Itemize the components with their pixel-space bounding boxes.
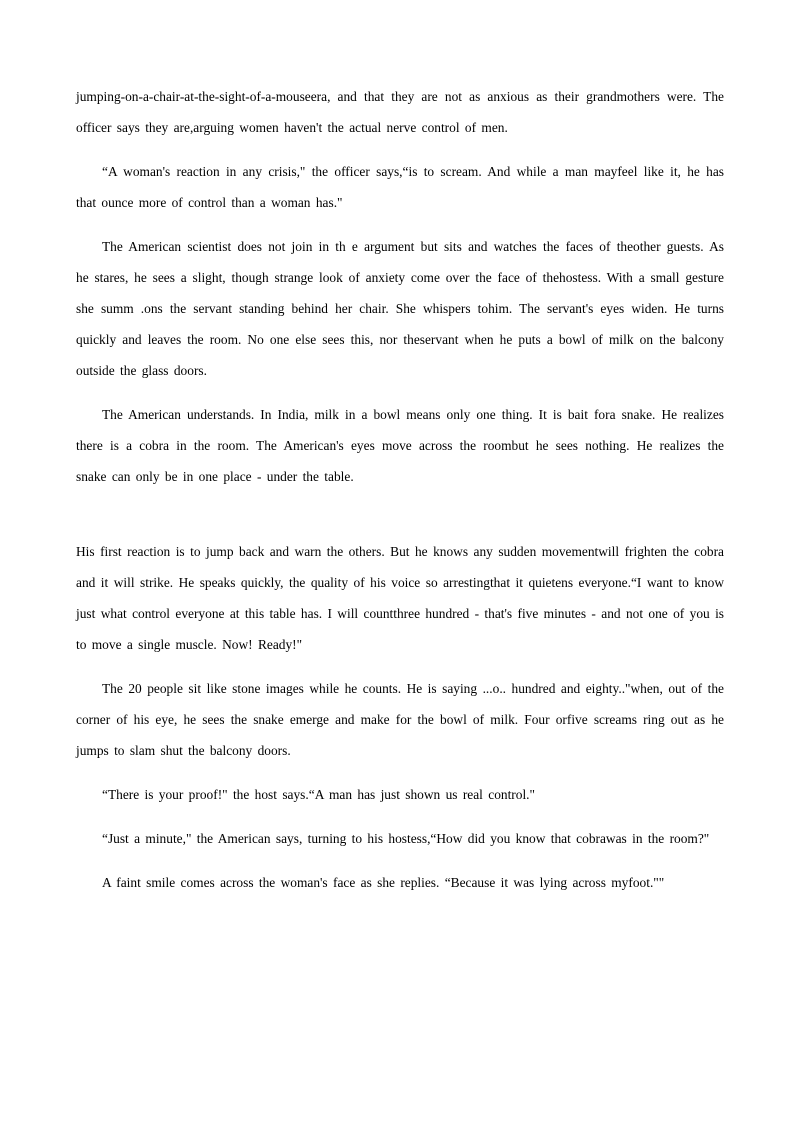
paragraph-1: jumping-on-a-chair-at-the-sight-of-a-mouseera, and that they are not as anxious as their grandmothers were. The officer says they are,arguing women haven't the actual nerve control of men. — [76, 89, 724, 135]
paragraph-8: “Just a minute," the American says, turning to his hostess,“How did you know that cobrawas in the room?" — [102, 831, 710, 846]
paragraph-4: The American understands. In India, milk in a bowl means only one thing. It is bait fora snake. He realizes there is a cobra in the room. The American's eyes move across the roombut he sees nothing. He realizes the snake can only be in one place - under the table. — [76, 407, 724, 484]
document-page — [76, 81, 724, 911]
paragraph-6: The 20 people sit like stone images while he counts. He is saying ...o.. hundred and eighty.."when, out of the corner of his eye, he sees the snake emerge and make for the bowl of milk. Four orfive screams ring out as he jumps to slam shut the balcony doors. — [76, 681, 724, 758]
paragraph-2: “A woman's reaction in any crisis," the officer says,“is to scream. And while a man mayfeel like it, he has that ounce more of control than a woman has." — [76, 164, 724, 210]
paragraph-5: His first reaction is to jump back and warn the others. But he knows any sudden movementwill frighten the cobra and it will strike. He speaks quickly, the quality of his voice so arrestingthat it quietens everyone.“I want to know just what control everyone at this table has. I will countthree hundred - that's five minutes - and not one of you is to move a single muscle. Now! Ready!" — [76, 544, 724, 652]
paragraph-7: “There is your proof!" the host says.“A man has just shown us real control." — [102, 787, 535, 802]
paragraph-9: A faint smile comes across the woman's face as she replies. “Because it was lying across myfoot."" — [102, 875, 665, 890]
paragraph-3: The American scientist does not join in th e argument but sits and watches the faces of theother guests. As he stares, he sees a slight, though strange look of anxiety come over the face of thehostess. With a small gesture she summ .ons the servant standing behind her chair. She whispers tohim. The servant's eyes widen. He turns quickly and leaves the room. No one else sees this, nor theservant when he puts a bowl of milk on the balcony outside the glass doors. — [76, 239, 724, 378]
